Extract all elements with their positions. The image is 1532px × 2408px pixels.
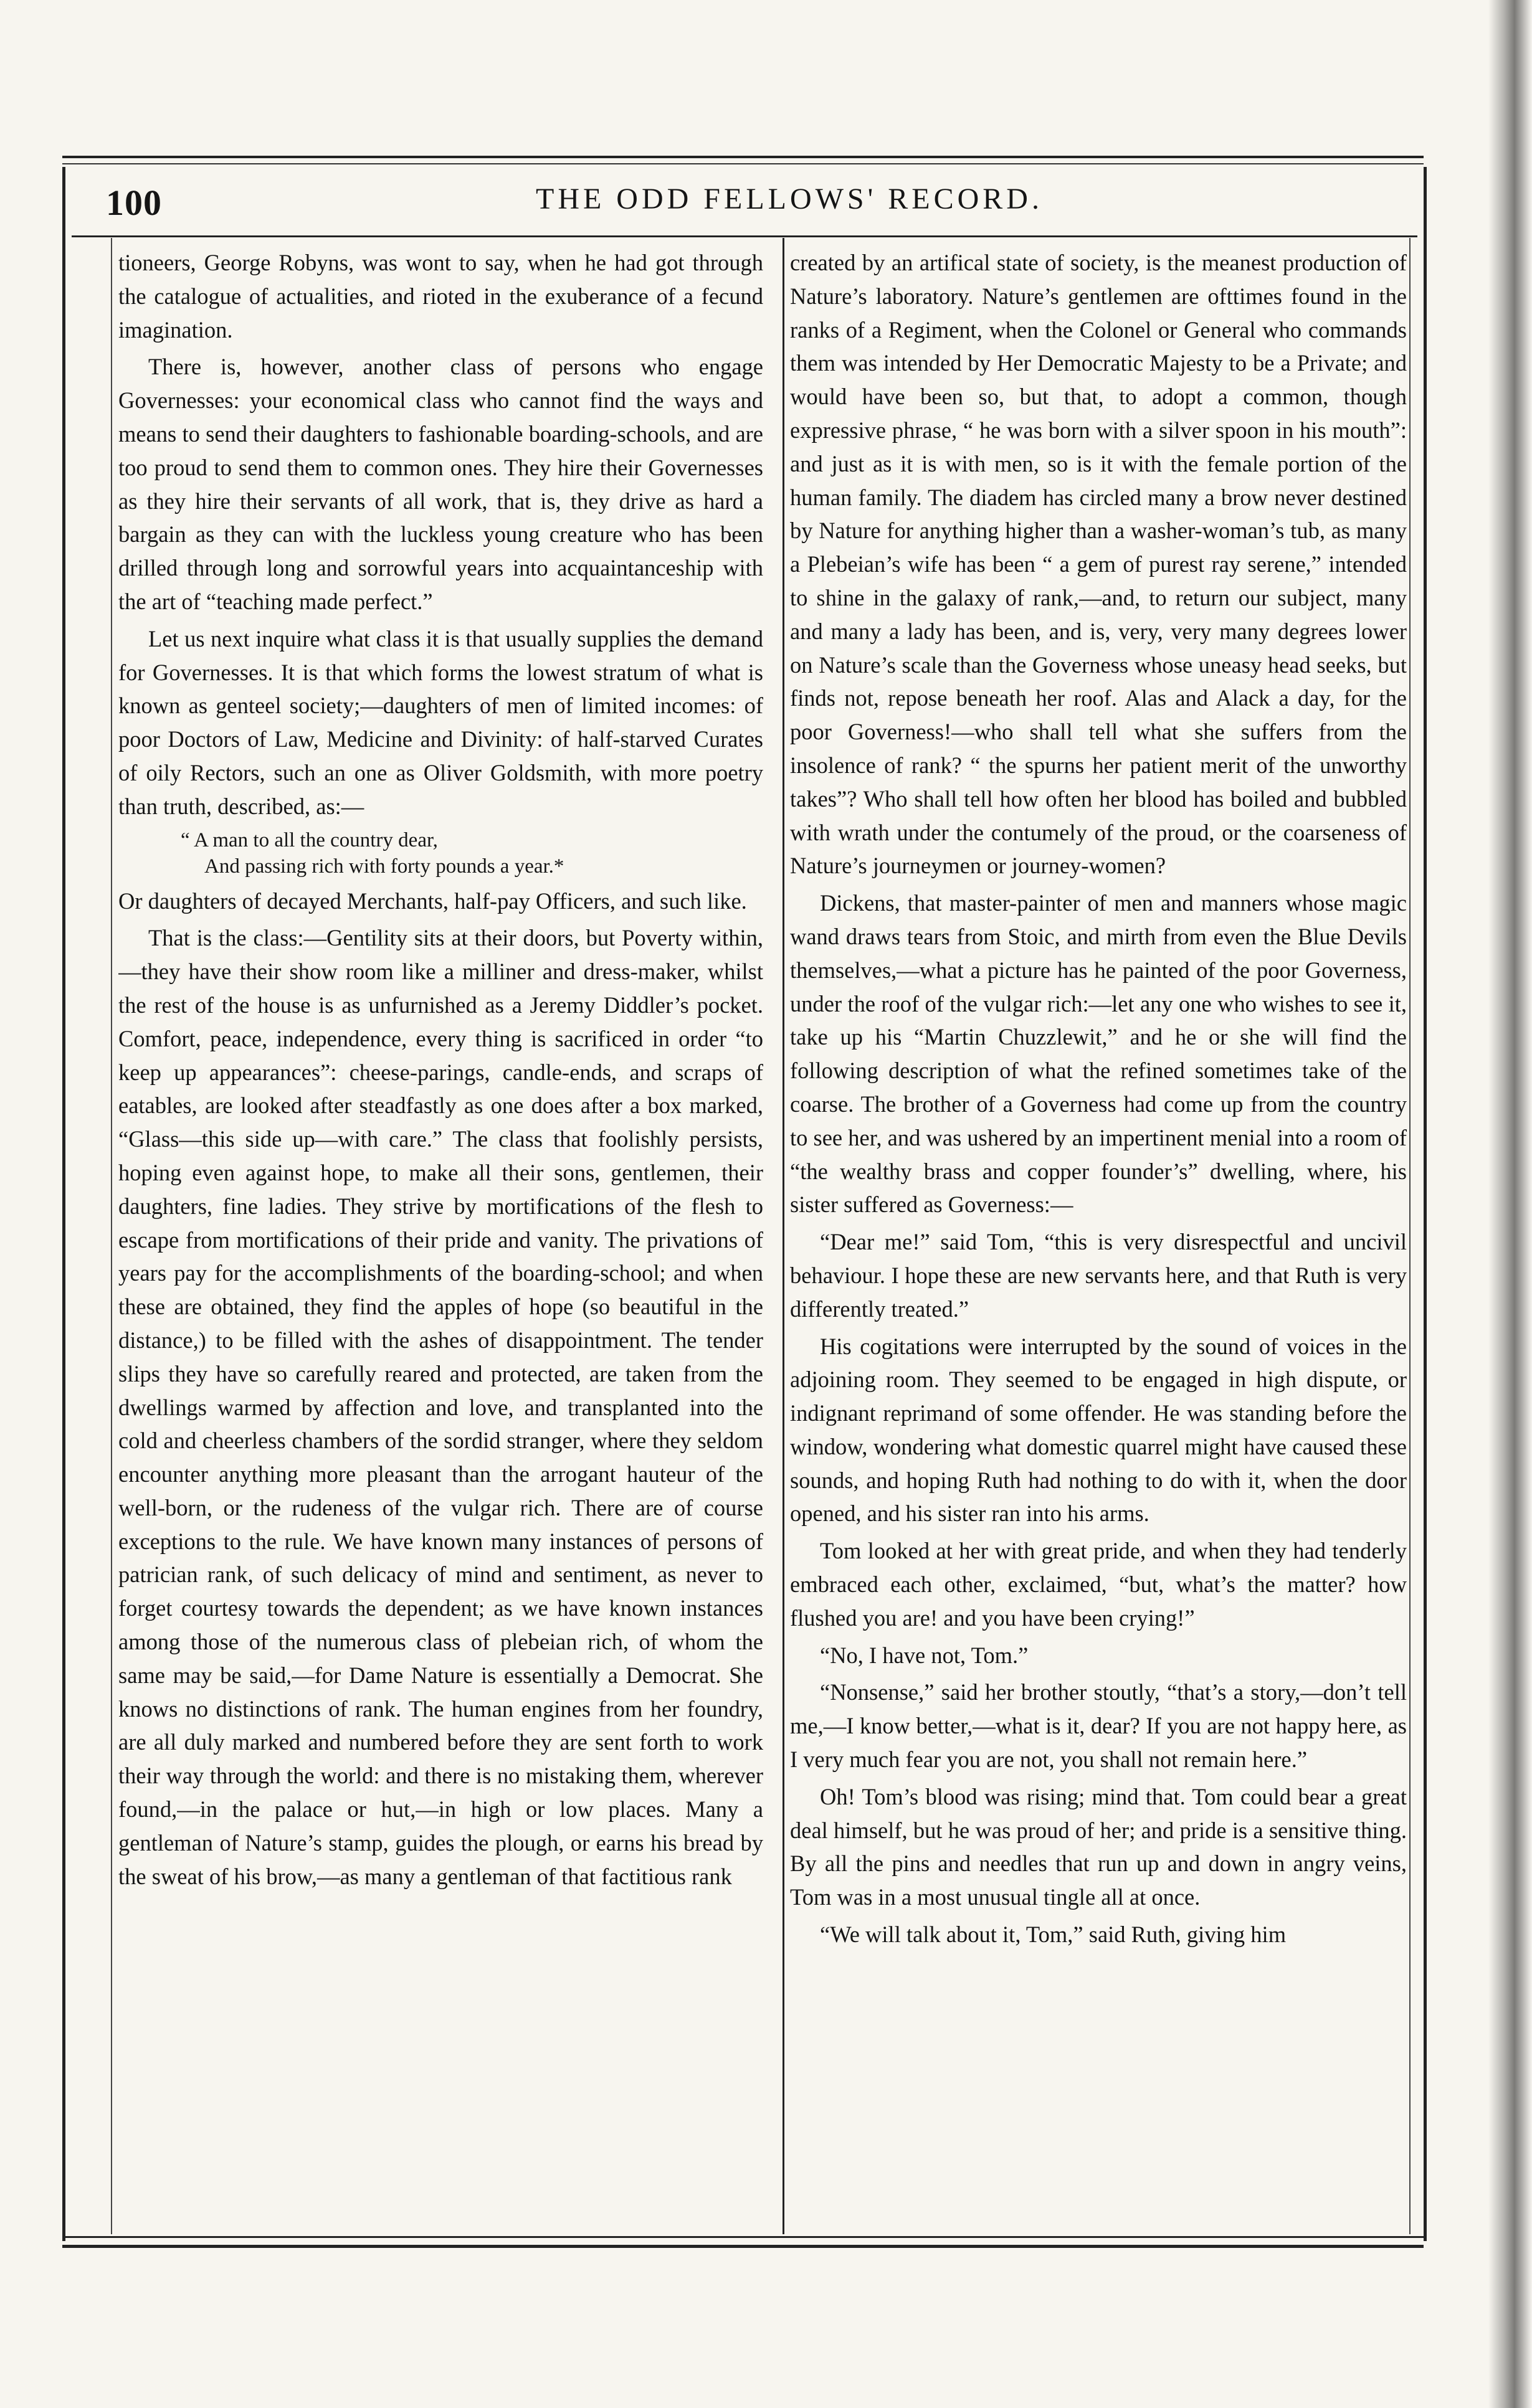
paragraph: created by an artifical state of society, is the meanest production of Nature’s laboratory. Nature’s gentlemen are ofttimes found in the ranks of a Regiment, when the Colonel or General who commands them was intended by Her Democratic Majesty to be a Private; and would have been so, but that, to adopt a common, though expressive phrase, “ he was born with a silver spoon in his mouth”: and just as it is with men, so is it with the female portion of the human family. The diadem has circled many a brow never destined by Nature for anything higher than a washer-woman’s tub, as many a Plebeian’s wife has been “ a gem of purest ray serene,” intended to shine in the galaxy of rank,—and, to return our subject, many and many a lady has been, and is, very, very many degrees lower on Nature’s scale than the Governess whose uneasy head seeks, but finds not, repose beneath her roof. Alas and Alack a day, for the poor Governess!—who shall tell what she suffers from the insolence of rank? “ the spurns her patient merit of the unworthy takes”? Who shall tell how often her blood has boiled and bubbled with wrath under the contumely of the proud, or the coarseness of Nature’s journeymen or journey-women? xyxy=(790,250,1407,879)
header-rule xyxy=(72,235,1417,237)
paragraph: That is the class:—Gentility sits at their doors, but Poverty within,—they have their show room like a milliner and dress-maker, whilst the rest of the house is as unfurnished as a Jeremy Diddler’s pocket. Comfort, peace, independence, every thing is sacrificed in order “to keep up appearances”: cheese-parings, candle-ends, and scraps of eatables, are looked after steadfastly as one does after a box marked, “Glass—this side up—with care.” The class that foolishly persists, hoping even against hope, to make all their sons, gentlemen, their daughters, fine ladies. They strive by mortifications of the flesh to escape from mortifications of their pride and vanity. The privations of years pay for the accomplishments of the boarding-school; and when these are obtained, they find the apples of hope (so beautiful in the distance,) to be filled with the ashes of disappointment. The tender slips they have so carefully reared and protected, are taken from the dwellings warmed by affection and love, and transplanted into the cold and cheerless chambers of the sordid stranger, where they seldom encounter anything more pleasant than the arrogant hauteur of the well-born, or the rudeness of the vulgar rich. There are of course exceptions to the rule. We have known many instances of persons of patrician rank, of such delicacy of mind and sentiment, as never to forget courtesy towards the dependent; as we have known instances among those of the numerous class of plebeian rich, of whom the same may be said,—for Dame Nature is essentially a Democrat. She knows no distinctions of rank. The human engines from her foundry, are all duly marked and numbered before they are sent forth to work their way through the world: and there is no mistaking them, wherever found,—in the palace or hut,—in high or low places. Many a gentleman of Nature’s stamp, guides the plough, or earns his bread by the sweat of his brow,—as many a gentleman of that factitious rank xyxy=(118,925,763,1889)
page-edge-shadow xyxy=(1488,0,1532,2408)
right-column xyxy=(790,246,1407,2227)
bottom-border-rule xyxy=(62,2245,1424,2248)
paragraph: There is, however, another class of persons who engage Governesses: your economical class who cannot find the ways and means to send their daughters to fashionable boarding-schools, and are too proud to send them to common ones. They hire their Governesses as they hire their servants of all work, that is, they drive as hard a bargain as they can with the luckless young creature who has been drilled through long and sorrowful years into acquaintanceship with the art of “teaching made perfect.” xyxy=(118,354,763,614)
paragraph: Dickens, that master-painter of men and manners whose magic wand draws tears from Stoic, and mirth from even the Blue Devils themselves,—what a picture has he painted of the poor Governess, under the roof of the vulgar rich:—let any one who wishes to see it, take up his “Martin Chuzzlewit,” and he or she will find the following description of what the refined sometimes take of the coarse. The brother of a Governess had come up from the country to see her, and was ushered by an impertinent menial into a room of “the wealthy brass and copper founder’s” dwelling, where, his sister suffered as Governess:— xyxy=(790,890,1407,1218)
left-margin-rule xyxy=(111,238,112,2234)
paragraph: tioneers, George Robyns, was wont to say, when he had got through the catalogue of actualities, and rioted in the exuberance of a fecund imagination. xyxy=(118,250,763,343)
verse-line: “ A man to all the country dear, xyxy=(181,828,438,851)
bottom-border-rule-thin xyxy=(62,2236,1424,2238)
top-border-rule xyxy=(62,156,1424,158)
paragraph: Let us next inquire what class it is that usually supplies the demand for Governesses. It is that which forms the lowest stratum of what is known as genteel society;—daughters of men of limited incomes: of poor Doctors of Law, Medicine and Divinity: of half-starved Curates of oily Rectors, such an one as Oliver Goldsmith, with more poetry than truth, described, as:— xyxy=(118,625,763,819)
top-border-rule-thin xyxy=(62,163,1424,164)
paragraph: “We will talk about it, Tom,” said Ruth, giving him xyxy=(820,1922,1287,1948)
right-margin-rule xyxy=(1409,238,1411,2234)
paragraph: Tom looked at her with great pride, and when they had tenderly embraced each other, exclaimed, “but, what’s the matter? how flushed you are! and you have been crying!” xyxy=(790,1538,1407,1631)
verse-quotation xyxy=(118,827,763,879)
running-title: THE ODD FELLOWS' RECORD. xyxy=(536,182,1043,216)
paragraph: His cogitations were interrupted by the sound of voices in the adjoining room. They seemed to be engaged in high dispute, or indignant reprimand of some offender. He was standing before the window, wondering what domestic quarrel might have caused these sounds, and hoping Ruth had nothing to do with it, when the door opened, and his sister ran into his arms. xyxy=(790,1333,1407,1527)
paragraph: Or daughters of decayed Merchants, half-pay Officers, and such like. xyxy=(118,888,747,914)
paragraph: “Nonsense,” said her brother stoutly, “that’s a story,—don’t tell me,—I know better,—what is it, dear? If you are not happy here, as I very much fear you are not, you shall not remain here.” xyxy=(790,1679,1407,1773)
paragraph: Oh! Tom’s blood was rising; mind that. Tom could bear a great deal himself, but he was proud of her; and pride is a sensitive thing. By all the pins and needles that run up and down in angry veins, Tom was in a most unusual tingle all at once. xyxy=(790,1783,1407,1910)
verse-line: And passing rich with forty pounds a year.* xyxy=(204,855,564,878)
left-column xyxy=(118,246,763,2227)
paragraph: “No, I have not, Tom.” xyxy=(820,1642,1029,1668)
paragraph: “Dear me!” said Tom, “this is very disrespectful and uncivil behaviour. I hope these are new servants here, and that Ruth is very differently treated.” xyxy=(790,1229,1407,1322)
column-divider xyxy=(783,238,784,2234)
page-number: 100 xyxy=(106,182,162,223)
